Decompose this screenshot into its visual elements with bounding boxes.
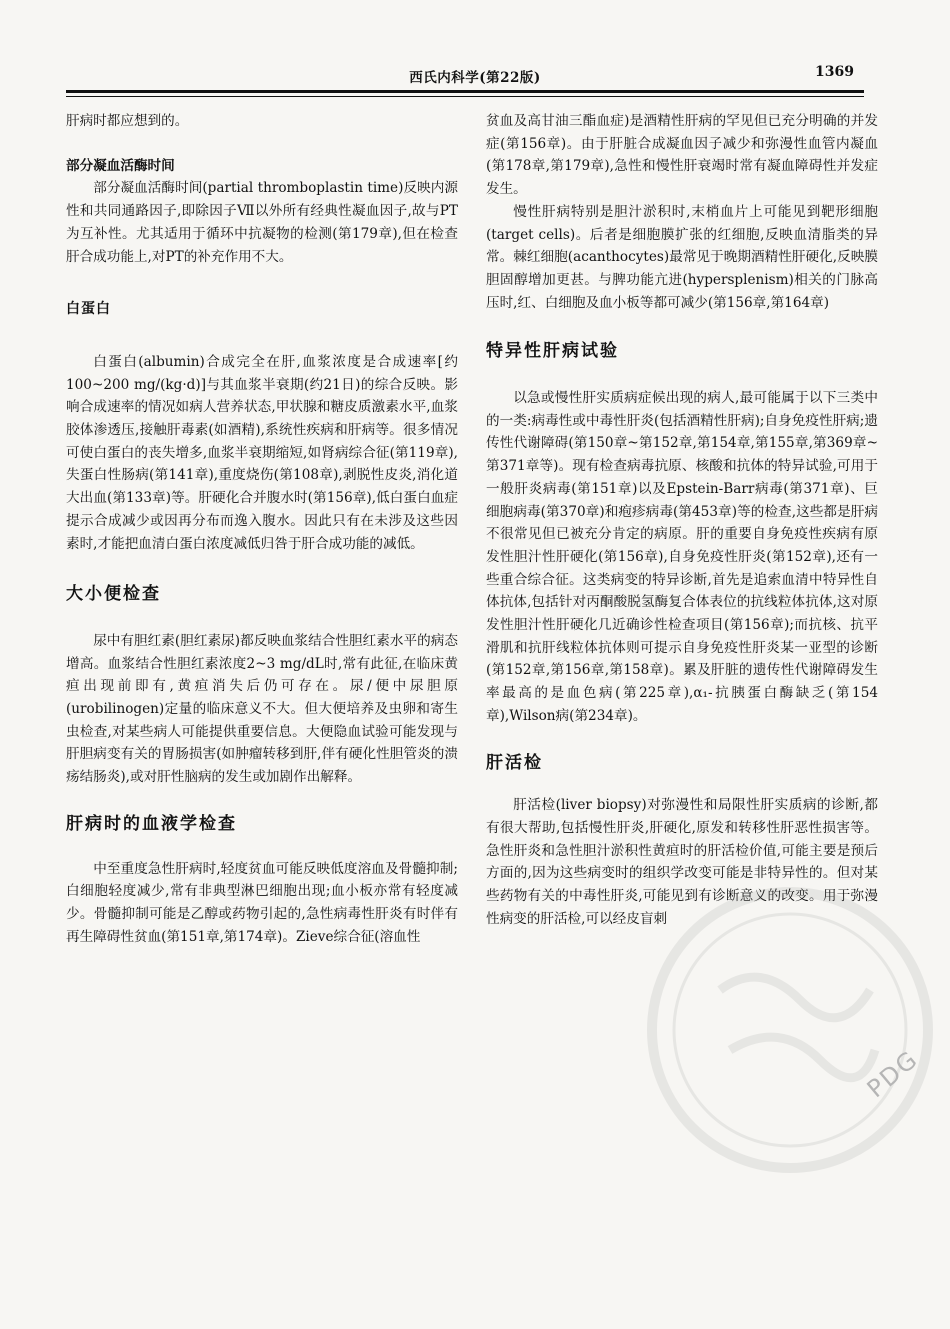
right-column (486, 110, 878, 931)
paragraph: 肝活检(liver biopsy)对弥漫性和局限性肝实质病的诊断,都有很大帮助,包括慢性肝炎,肝硬化,原发和转移性肝恶性损害等。急性肝炎和急性胆汁淤积性黄疸时的肝活检价值,可能主要是预后方面的,因为这些病变时的组织学改变可能是非特异性的。但对某些药物有关的中毒性肝炎,可能见到有诊断意义的改变。用于弥漫性病变的肝活检,可以经皮盲刺 (486, 797, 878, 927)
paragraph: 中至重度急性肝病时,轻度贫血可能反映低度溶血及骨髓抑制;白细胞轻度减少,常有非典型淋巴细胞出现;血小板亦常有轻度减少。骨髓抑制可能是乙醇或药物引起的,急性病毒性肝炎有时伴有再生障碍性贫血(第151章,第174章)。Zieve综合征(溶血性 (66, 860, 458, 945)
paragraph: 尿中有胆红素(胆红素尿)都反映血浆结合性胆红素水平的病态增高。血浆结合性胆红素浓度2~3 mg/dL时,常有此征,在临床黄疸出现前即有,黄疸消失后仍可存在。尿/便中尿胆原(urobilinogen)定量的临床意义不大。但大便培养及虫卵和寄生虫检查,对某些病人可能提供重要信息。大便隐血试验可能发现与肝胆病变有关的胃肠损害(如肿瘤转移到肝,伴有硬化性胆管炎的溃疡结肠炎),或对肝性脑病的发生或加剧作出解释。 (66, 632, 458, 786)
paragraph: 以急或慢性肝实质病症候出现的病人,最可能属于以下三类中的一类:病毒性或中毒性肝炎(包括酒精性肝病);自身免疫性肝病;遗传性代谢障碍(第150章~第152章,第154章,第155章,第369章~第371章等)。现有检查病毒抗原、核酸和抗体的特异试验,可用于一般肝炎病毒(第151章)以及Epstein-Barr病毒(第371章)、巨细胞病毒(第370章)和疱疹病毒(第453章)等的检查,这些都是肝病不很常见但已被充分肯定的病原。肝的重要自身免疫性疾病有原发性胆汁性肝硬化(第156章),自身免疫性肝炎(第152章),还有一些重合综合征。这类病变的特异诊断,首先是追索血清中特异性自体抗体,包括针对丙酮酸脱氢酶复合体表位的抗线粒体抗体,这对原发性胆汁性肝硬化几近确诊性检查项目(第156章);而抗核、抗平滑肌和抗肝线粒体抗体则可提示自身免疫性肝炎某一亚型的诊断(第152章,第156章,第158章)。累及肝脏的遗传性代谢障碍发生率最高的是血色病(第225章),α₁-抗胰蛋白酶缺乏(第154章),Wilson病(第234章)。 (486, 390, 878, 724)
watermark-text: PDG (862, 1044, 925, 1104)
header-rule-thin (66, 96, 864, 97)
section-heading-ptt: 部分凝血活酶时间 (66, 157, 175, 174)
paragraph: 慢性肝病特别是胆汁淤积时,末梢血片上可能见到靶形细胞(target cells)。后者是细胞膜扩张的红细胞,反映血清脂类的异常。棘红细胞(acanthocytes)最常见于晚期酒精性肝硬化,反映膜胆固醇增加更甚。与脾功能亢进(hypersplenism)相关的门脉高压时,红、白细胞及血小板等都可减少(第156章,第164章) (486, 203, 878, 311)
page-number: 1369 (815, 64, 854, 80)
running-header-title: 西氏内科学(第22版) (409, 70, 541, 86)
paragraph: 肝病时都应想到的。 (66, 113, 189, 129)
section-heading-liver-biopsy: 肝活检 (486, 752, 543, 773)
header-rule (66, 90, 864, 93)
left-column (66, 110, 458, 948)
paragraph: 部分凝血活酶时间(partial thromboplastin time)反映内源性和共同通路因子,即除因子Ⅶ以外所有经典性凝血因子,故与PT为互补性。尤其适用于循环中抗凝物的检测(第179章),但在检查肝合成功能上,对PT的补充作用不大。 (66, 180, 458, 265)
paragraph: 白蛋白(albumin)合成完全在肝,血浆浓度是合成速率[约100~200 mg/(kg·d)]与其血浆半衰期(约21日)的综合反映。影响合成速率的情况如病人营养状态,甲状腺和糖皮质激素水平,血浆胶体渗透压,接触肝毒素(如酒精),系统性疾病和肝病等。很多情况可使白蛋白的丧失增多,血浆半衰期缩短,如肾病综合征(第119章),失蛋白性肠病(第141章),重度烧伤(第108章),剥脱性皮炎,消化道大出血(第133章)等。肝硬化合并腹水时(第156章),低白蛋白血症提示合成减少或因再分布而逸入腹水。因此只有在未涉及这些因素时,才能把血清白蛋白浓度减低归咎于肝合成功能的减低。 (66, 353, 458, 552)
section-heading-hematology: 肝病时的血液学检查 (66, 813, 237, 834)
section-heading-specific-tests: 特异性肝病试验 (486, 341, 619, 362)
section-heading-stool-urine: 大小便检查 (66, 584, 161, 605)
section-heading-albumin: 白蛋白 (66, 301, 111, 318)
paragraph: 贫血及高甘油三酯血症)是酒精性肝病的罕见但已充分明确的并发症(第156章)。由于肝脏合成凝血因子减少和弥漫性血管内凝血(第178章,第179章),急性和慢性肝衰竭时常有凝血障碍性并发症发生。 (486, 113, 878, 198)
